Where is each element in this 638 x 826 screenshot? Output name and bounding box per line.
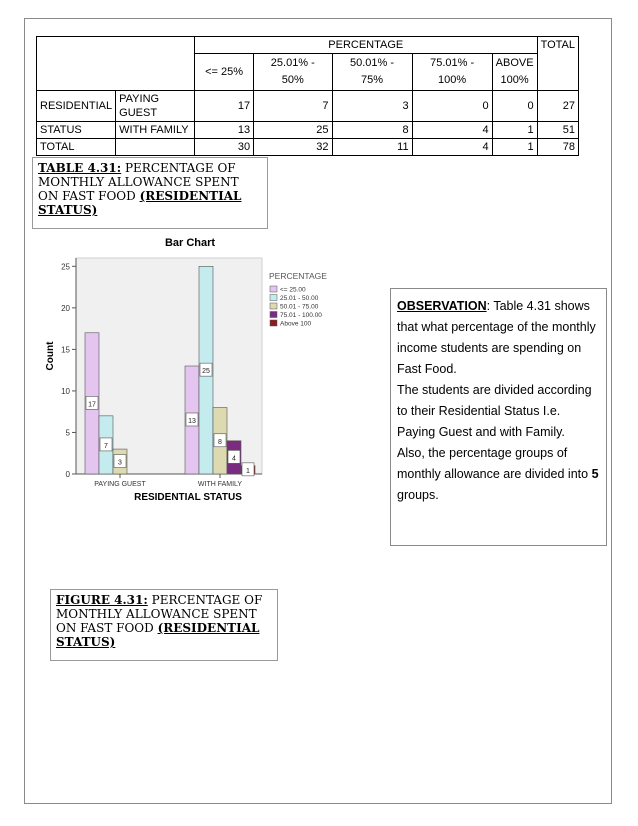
legend-entry: <= 25.00: [280, 286, 306, 294]
table-cell: 11: [332, 139, 412, 156]
row-sublabel: WITH FAMILY: [116, 122, 195, 139]
row-total: 27: [537, 91, 578, 122]
data-label: 25: [202, 368, 210, 376]
data-label: 13: [188, 418, 196, 425]
figure-caption-text: PERCENTAGE OF MONTHLY ALLOWANCE SPENT ON FAST FOOD: [56, 593, 263, 635]
percentage-header: PERCENTAGE: [194, 37, 537, 54]
x-axis-label: RESIDENTIAL STATUS: [134, 492, 242, 503]
figure-caption: [50, 589, 278, 661]
legend-entry: 75.01 - 100.00: [280, 312, 322, 319]
legend-entry: 50.01 - 75.00: [280, 303, 319, 311]
x-tick-label: PAYING GUEST: [94, 481, 146, 488]
bar-chart: [40, 232, 350, 504]
y-tick-label: 25: [61, 262, 70, 272]
table-cell: 8: [332, 122, 412, 139]
percentage-table: [36, 36, 579, 156]
y-tick-label: 20: [61, 303, 70, 313]
table-cell: 30: [194, 139, 253, 156]
table-caption-text: PERCENTAGE OF MONTHLY ALLOWANCE SPENT ON FAST FOOD: [38, 161, 239, 203]
legend-swatch: [270, 295, 277, 301]
legend-swatch: [270, 312, 277, 318]
col-header-3: 50.01% - 75%: [332, 54, 412, 91]
col-header-2: 25.01% - 50%: [254, 54, 332, 91]
data-label: 8: [218, 438, 222, 446]
row-label: TOTAL: [37, 139, 116, 156]
y-axis-label: Count: [45, 341, 56, 371]
row-label: STATUS: [37, 122, 116, 139]
table-row: [37, 139, 579, 156]
y-tick-label: 10: [61, 386, 70, 396]
figure-caption-label: FIGURE 4.31:: [56, 593, 148, 607]
table-corner-cell: [37, 37, 195, 91]
row-total: 78: [537, 139, 578, 156]
col-header-5: ABOVE 100%: [492, 54, 537, 91]
table-cell: 13: [194, 122, 253, 139]
table-cell: 4: [412, 122, 492, 139]
table-row: [37, 91, 579, 122]
observation-paragraph-2: The students are divided according to their Residential Status I.e. Paying Guest and with Family.: [397, 383, 592, 439]
data-label: 7: [104, 442, 108, 450]
observation-intro: [397, 296, 600, 380]
row-total: 51: [537, 122, 578, 139]
legend-swatch: [270, 286, 277, 292]
col-header-4: 75.01% - 100%: [412, 54, 492, 91]
table-cell: 1: [492, 139, 537, 156]
table-caption: [32, 157, 268, 229]
table-cell: 4: [412, 139, 492, 156]
data-label: 17: [88, 401, 96, 409]
y-tick-label: 0: [65, 470, 70, 479]
data-label: 4: [232, 455, 236, 463]
table-row: [37, 122, 579, 139]
row-label: RESIDENTIAL: [37, 91, 116, 122]
data-label: 3: [118, 459, 122, 467]
data-label: 1: [246, 467, 250, 475]
observation-box: [390, 288, 607, 546]
x-tick-label: WITH FAMILY: [197, 481, 243, 488]
observation-intro-text: : Table 4.31 shows that what percentage of the monthly income students are spending on Fast Food.: [397, 299, 596, 376]
table-cell: 17: [194, 91, 253, 122]
table-cell: 0: [492, 91, 537, 122]
table-cell: 7: [254, 91, 332, 122]
legend-title: PERCENTAGE: [269, 271, 327, 281]
chart-title: Bar Chart: [164, 237, 216, 249]
table-header-row: [37, 37, 579, 54]
observation-label: OBSERVATION: [397, 299, 487, 313]
legend-swatch: [270, 303, 277, 309]
table-cell: 32: [254, 139, 332, 156]
observation-paragraph-3: Also, the percentage groups of monthly allowance are divided into 5 groups.: [397, 446, 599, 502]
table-cell: 1: [492, 122, 537, 139]
table-caption-label: TABLE 4.31:: [38, 161, 122, 175]
row-sublabel: [116, 139, 195, 156]
table-cell: 0: [412, 91, 492, 122]
legend-swatch: [270, 320, 277, 326]
y-tick-label: 5: [65, 428, 70, 438]
y-tick-label: 15: [61, 345, 70, 355]
total-header: TOTAL: [537, 37, 578, 91]
legend-entry: Above 100: [280, 320, 312, 328]
table-cell: 25: [254, 122, 332, 139]
table-cell: 3: [332, 91, 412, 122]
legend-entry: 25.01 - 50.00: [280, 295, 319, 302]
table-caption-emphasis: (RESIDENTIAL STATUS): [38, 189, 242, 217]
col-header-1: <= 25%: [194, 54, 253, 91]
figure-caption-emphasis: (RESIDENTIAL STATUS): [56, 621, 260, 649]
row-sublabel: PAYING GUEST: [116, 91, 195, 122]
